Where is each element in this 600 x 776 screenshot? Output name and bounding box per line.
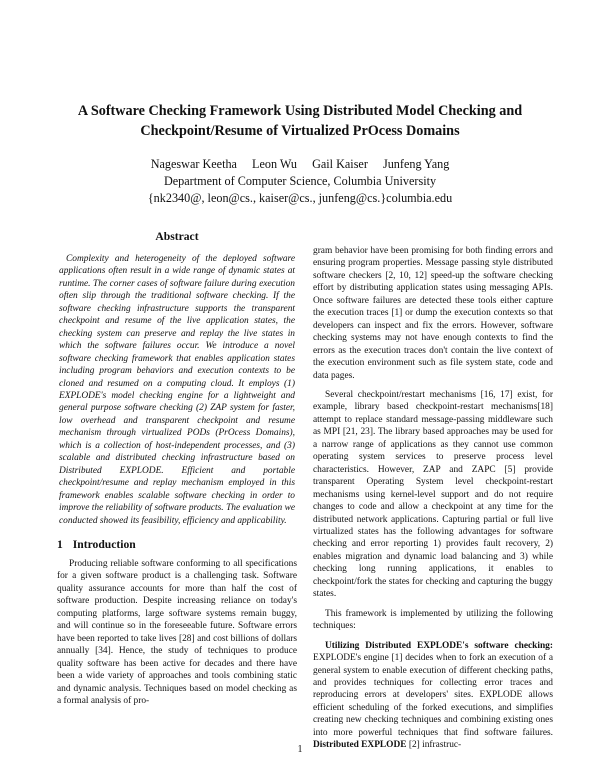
run-in-heading: Utilizing Distributed EXPLODE's software checking: — [325, 640, 553, 651]
body-paragraph: gram behavior have been promising for both finding errors and ensuring program properties. Message passing style distributed software checkers [2, 10, 12] speed-up the software checking effort by distributing application states using messaging APIs. Once software failures are detected these tools either capture the execution traces [1] or dump the execution contexts so that developers can inspect and fix the errors. However, software checking systems may not have enough contexts to find the errors as the execution traces don't contain the live context of the execution environment such as file system state, code and data pages. — [313, 246, 553, 381]
body-paragraph: Several checkpoint/restart mechanisms [16, 17] exist, for example, library based checkpoint-restart mechanisms[18] attempt to replace standard message-passing middleware such as MPI [21, 23]. The library based approaches may be used for a narrow range of applications as they cannot use common operating system services to preserve process level characteristics. However, ZAP and ZAPC [5] provide transparent Operating System level checkpoint-restart mechanisms using kernel-level support and do not require changes to code and allow a checkpoint at any time for the distributed network applications. Capturing partial or full live virtualized states has the following advantages for software checking and error reporting 1) provides fault recovery, 2) enables migration and dynamic load balancing and 3) while checking long running applications, it enables to checkpoint/fork the states for checking and capturing the buggy states. — [313, 389, 553, 600]
section-number: 1 — [57, 537, 63, 551]
paragraph-text: [2] infrastruc- — [408, 740, 462, 751]
section-heading — [57, 538, 297, 552]
body-paragraph — [313, 640, 553, 752]
author-name: Junfeng Yang — [382, 157, 450, 171]
section-title: Introduction — [72, 537, 136, 551]
abstract-text: Complexity and heterogeneity of the deployed software applications often result in a wide range of dynamic states at runtime. The corner cases of software failure during execution often slip through the traditional software checking. If the software checking infrastructure supports the transparent checkpoint and resume of the live application states, the checking system can preserve and replay the live states in which the software failures occur. We introduce a novel software checking framework that enables application states including program behaviors and execution contexts to be cloned and resumed on a computing cloud. It employs (1) EXPLODE's model checking engine for a lightweight and general purpose software checking (2) ZAP system for faster, low overhead and transparent checkpoint and resume mechanism through virtualized PODs (PrOcess Domains), which is a collection of host-independent processes, and (3) scalable and distributed checking infrastructure based on Distributed EXPLODE. Efficient and portable checkpoint/resume and replay mechanism employed in this framework enables scalable software checking in order to improve the reliability of software products. The evaluation we conducted showed its feasibility, efficiency and applicability. — [59, 254, 295, 526]
author-emails: {nk2340@, leon@cs., kaiser@cs., junfeng@cs.}columbia.edu — [147, 191, 453, 205]
left-column — [57, 230, 297, 714]
affiliation: Department of Computer Science, Columbia University — [163, 174, 437, 188]
author-block — [60, 156, 540, 207]
author-name: Gail Kaiser — [312, 157, 368, 171]
paragraph-text: EXPLODE's engine [1] decides when to fork an execution of a general system to enable execution of different checking paths, and provides techniques for collecting error traces and reproducing errors at developers' sites. EXPLODE allows efficient scheduling of the forked executions, and simplifies creating new checking techniques and combining existing ones into more powerful techniques that find software failures. — [313, 653, 553, 738]
body-paragraph: This framework is implemented by utilizing the following techniques: — [313, 608, 553, 632]
author-name: Leon Wu — [252, 157, 298, 171]
inline-bold-term: Distributed EXPLODE — [313, 740, 407, 751]
title-line: Checkpoint/Resume of Virtualized PrOcess Domains — [140, 123, 460, 139]
right-column — [313, 245, 553, 759]
title-line: A Software Checking Framework Using Distributed Model Checking and — [77, 103, 523, 119]
intro-paragraph: Producing reliable software conforming to all specifications for a given software product is a challenging task. Software quality assurance accounts for more than half the cost of software production. Despite increasing reliance on today's computing platforms, large software systems remain buggy, and will continue so in the foreseeable future. Software errors have been reported to take lives [28] and cost billions of dollars annually [34]. Hence, the study of techniques to produce quality software has been active for decades and there have been a wide variety of approaches and tools combining static and dynamic analysis. Techniques based on model checking as a formal analysis of pro- — [57, 558, 297, 706]
paper-title — [60, 101, 540, 141]
abstract-heading: Abstract — [155, 230, 199, 243]
author-name: Nageswar Keetha — [150, 157, 237, 171]
page-number: 1 — [297, 744, 303, 755]
author-list — [60, 156, 540, 173]
